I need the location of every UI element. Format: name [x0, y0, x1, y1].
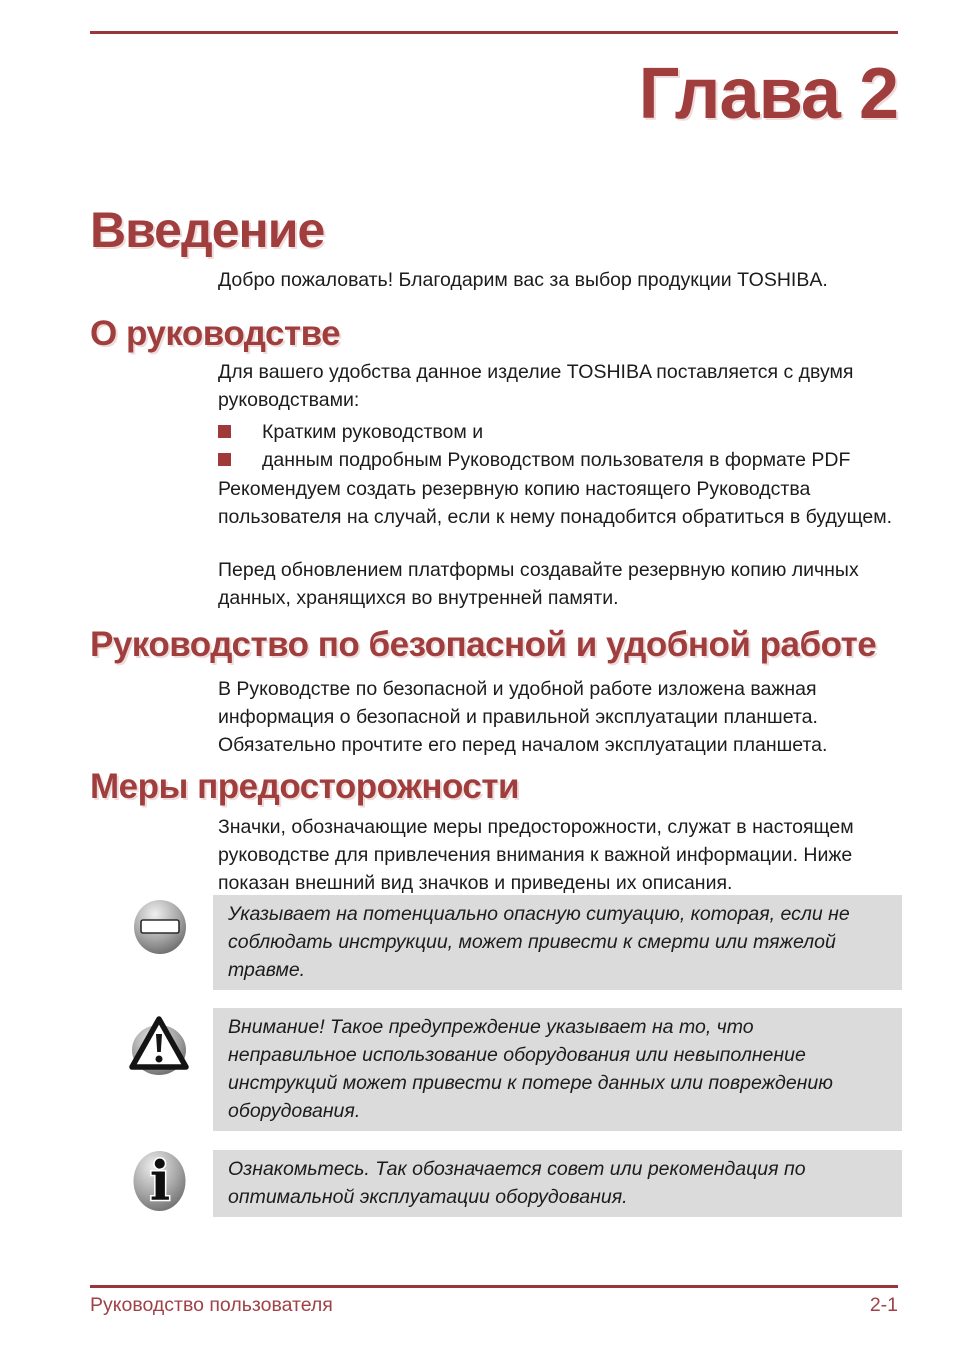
section-heading-safety: Руководство по безопасной и удобной работе: [90, 625, 877, 664]
footer-page-number: 2-1: [869, 1294, 898, 1316]
info-icon: [132, 1149, 187, 1218]
footer-rule: [90, 1285, 898, 1288]
header-rule: [90, 31, 898, 34]
bullet-text: данным подробным Руководством пользователя в формате PDF: [262, 449, 851, 471]
footer-document-title: Руководство пользователя: [90, 1294, 333, 1316]
paragraph-precautions: Значки, обозначающие меры предосторожности, служат в настоящем руководстве для привлечения внимания к важной информации. Ниже показан внешний вид значков и приведены их описания.: [218, 816, 854, 894]
paragraph-about-manuals: Для вашего удобства данное изделие TOSHIBA поставляется с двумя руководствами:: [218, 361, 854, 411]
section-heading-about: О руководстве: [90, 314, 341, 353]
list-item: [218, 446, 898, 474]
intro-paragraph: Добро пожаловать! Благодарим вас за выбор продукции TOSHIBA.: [218, 269, 828, 291]
section-heading-precautions: Меры предосторожности: [90, 767, 520, 806]
bullet-text: Кратким руководством и: [262, 421, 484, 443]
paragraph-safety: В Руководстве по безопасной и удобной работе изложена важная информация о безопасной и правильной эксплуатации планшета. Обязательно прочтите его перед началом эксплуатации планшета.: [218, 678, 828, 756]
danger-notice: [213, 895, 902, 990]
list-item: [218, 418, 898, 446]
bullet-square-icon: [218, 425, 231, 438]
bullet-square-icon: [218, 453, 231, 466]
paragraph-backup-recommendation: Рекомендуем создать резервную копию настоящего Руководства пользователя на случай, если к нему понадобится обратиться в будущем.: [218, 478, 893, 528]
paragraph-backup-before-update: Перед обновлением платформы создавайте резервную копию личных данных, хранящихся во внутренней памяти.: [218, 559, 859, 609]
chapter-heading: Глава 2: [638, 54, 898, 134]
danger-notice-text: Указывает на потенциально опасную ситуацию, которая, если не соблюдать инструкции, может привести к смерти или тяжелой травме.: [228, 903, 850, 981]
page-title: Введение: [90, 202, 325, 258]
info-notice: [213, 1150, 902, 1217]
svg-text:i: i: [149, 1149, 171, 1213]
info-notice-text: Ознакомьтесь. Так обозначается совет или рекомендация по оптимальной эксплуатации оборудования.: [228, 1158, 806, 1208]
warning-notice: [213, 1008, 902, 1131]
warning-triangle-icon: [129, 1014, 190, 1082]
danger-prohibition-icon: [133, 899, 187, 960]
warning-notice-text: Внимание! Такое предупреждение указывает на то, что неправильное использование оборудования или невыполнение инструкций может привести к потере данных или повреждению оборудования.: [228, 1016, 833, 1122]
manuals-bullet-list: [218, 418, 898, 474]
